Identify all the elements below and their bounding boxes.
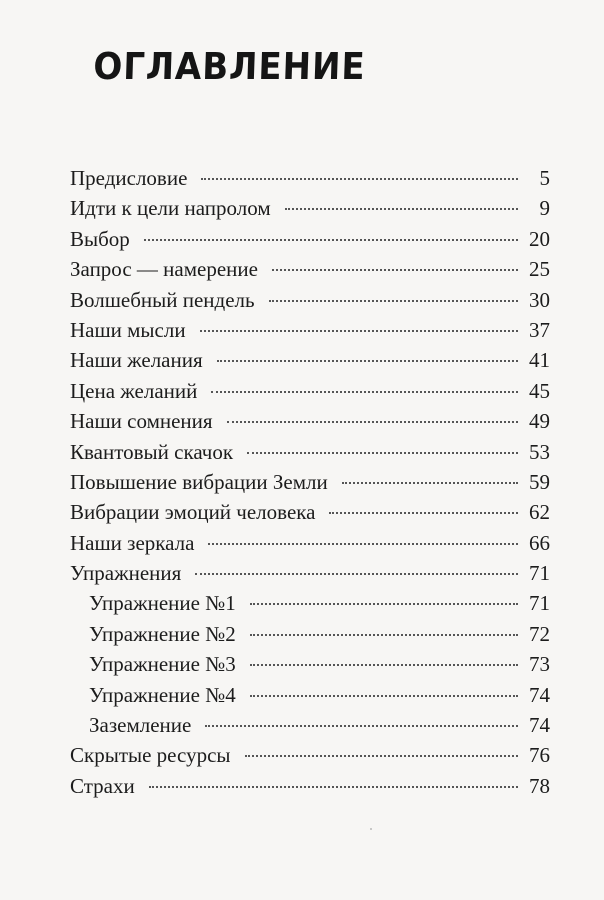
dot-leader <box>201 178 518 180</box>
dot-leader <box>329 512 518 514</box>
dot-leader <box>200 330 518 332</box>
toc-entry-page: 41 <box>529 348 550 373</box>
dot-leader <box>205 725 518 727</box>
toc-entry-title: Предисловие <box>70 166 188 190</box>
toc-entry-page: 20 <box>529 226 550 251</box>
dot-leader <box>195 573 518 575</box>
toc-entry-title: Наши мысли <box>70 317 186 342</box>
toc-entry-page: 9 <box>539 196 550 221</box>
dot-leader <box>250 695 518 697</box>
dot-leader <box>247 452 518 454</box>
toc-entry <box>70 163 550 193</box>
toc-entry-page: 59 <box>529 469 550 494</box>
toc-subentry <box>70 619 550 649</box>
toc-entry-title: Упражнение №3 <box>89 652 236 677</box>
toc-entry-page: 72 <box>529 621 550 646</box>
toc-entry <box>70 406 550 436</box>
toc-entry <box>70 254 550 284</box>
toc-entry-page: 37 <box>529 317 550 342</box>
toc-entry <box>70 285 550 315</box>
toc-entry-page: 30 <box>529 287 550 312</box>
toc-subentry <box>70 588 550 618</box>
toc-entry-title: Упражнение №2 <box>89 621 236 646</box>
toc-entry-title: Упражнение №1 <box>89 591 236 616</box>
toc-entry-page: 74 <box>529 713 550 738</box>
toc-entry-title: Упражнение №4 <box>89 682 236 707</box>
toc-entry-title: Выбор <box>70 226 130 251</box>
toc-entry-title: Скрытые ресурсы <box>70 743 231 768</box>
paper-speck <box>370 828 372 830</box>
toc-entry-page: 49 <box>529 409 550 434</box>
dot-leader <box>250 664 518 666</box>
toc-entry <box>70 437 550 467</box>
toc-entry-title: Цена желаний <box>70 378 198 403</box>
toc-entry-title: Заземление <box>89 713 192 738</box>
dot-leader <box>342 482 518 484</box>
toc-entry-title: Квантовый скачок <box>70 439 234 464</box>
dot-leader <box>272 269 518 271</box>
toc-entry-title: Наши сомнения <box>70 409 213 434</box>
toc-entry-title: Идти к цели напролом <box>70 196 271 221</box>
toc-entry <box>70 224 550 254</box>
dot-leader <box>217 360 518 362</box>
toc-entry <box>70 497 550 527</box>
dot-leader <box>245 755 519 757</box>
toc-entry-page: 78 <box>529 773 550 798</box>
dot-leader <box>227 421 518 423</box>
toc-entry-page: 71 <box>529 561 550 586</box>
dot-leader <box>144 239 518 241</box>
dot-leader <box>269 300 518 302</box>
toc-entry-page: 73 <box>529 652 550 677</box>
toc-entry-page: 62 <box>529 500 550 525</box>
dot-leader <box>211 391 518 393</box>
toc-entry <box>70 467 550 497</box>
toc-entry-page: 45 <box>529 378 550 403</box>
toc-entry-title: Упражнения <box>70 561 182 586</box>
toc-subentry <box>70 710 550 740</box>
toc-entry-page: 53 <box>529 439 550 464</box>
toc-entry-page: 74 <box>529 682 550 707</box>
page-title: ОГЛАВЛЕНИЕ <box>92 45 367 88</box>
toc-entry-title: Наши зеркала <box>70 530 195 555</box>
toc-entry-title: Наши желания <box>70 348 203 373</box>
toc-entry <box>70 528 550 558</box>
toc-entry-title: Вибрации эмоций человека <box>70 500 316 525</box>
toc-entry-title: Страхи <box>70 773 135 798</box>
toc-entry-page: 25 <box>529 257 550 282</box>
toc-entry-page: 66 <box>529 530 550 555</box>
toc-entry-title: Повышение вибрации Земли <box>70 469 328 494</box>
toc-subentry <box>70 649 550 679</box>
toc-entry <box>70 771 550 801</box>
toc-subentry <box>70 680 550 710</box>
dot-leader <box>250 634 518 636</box>
dot-leader <box>285 208 518 210</box>
toc-entry <box>70 345 550 375</box>
toc-entry-page: 76 <box>529 743 550 768</box>
dot-leader <box>250 603 518 605</box>
toc-entry <box>70 740 550 770</box>
table-of-contents <box>70 163 550 801</box>
toc-entry <box>70 193 550 223</box>
dot-leader <box>149 786 518 788</box>
toc-entry <box>70 558 550 588</box>
toc-entry-page: 71 <box>529 591 550 616</box>
toc-entry-title: Запрос — намерение <box>70 257 258 282</box>
dot-leader <box>208 543 518 545</box>
toc-entry-title: Волшебный пендель <box>70 287 255 312</box>
toc-entry <box>70 376 550 406</box>
toc-entry <box>70 315 550 345</box>
toc-entry-page: 5 <box>539 166 550 190</box>
